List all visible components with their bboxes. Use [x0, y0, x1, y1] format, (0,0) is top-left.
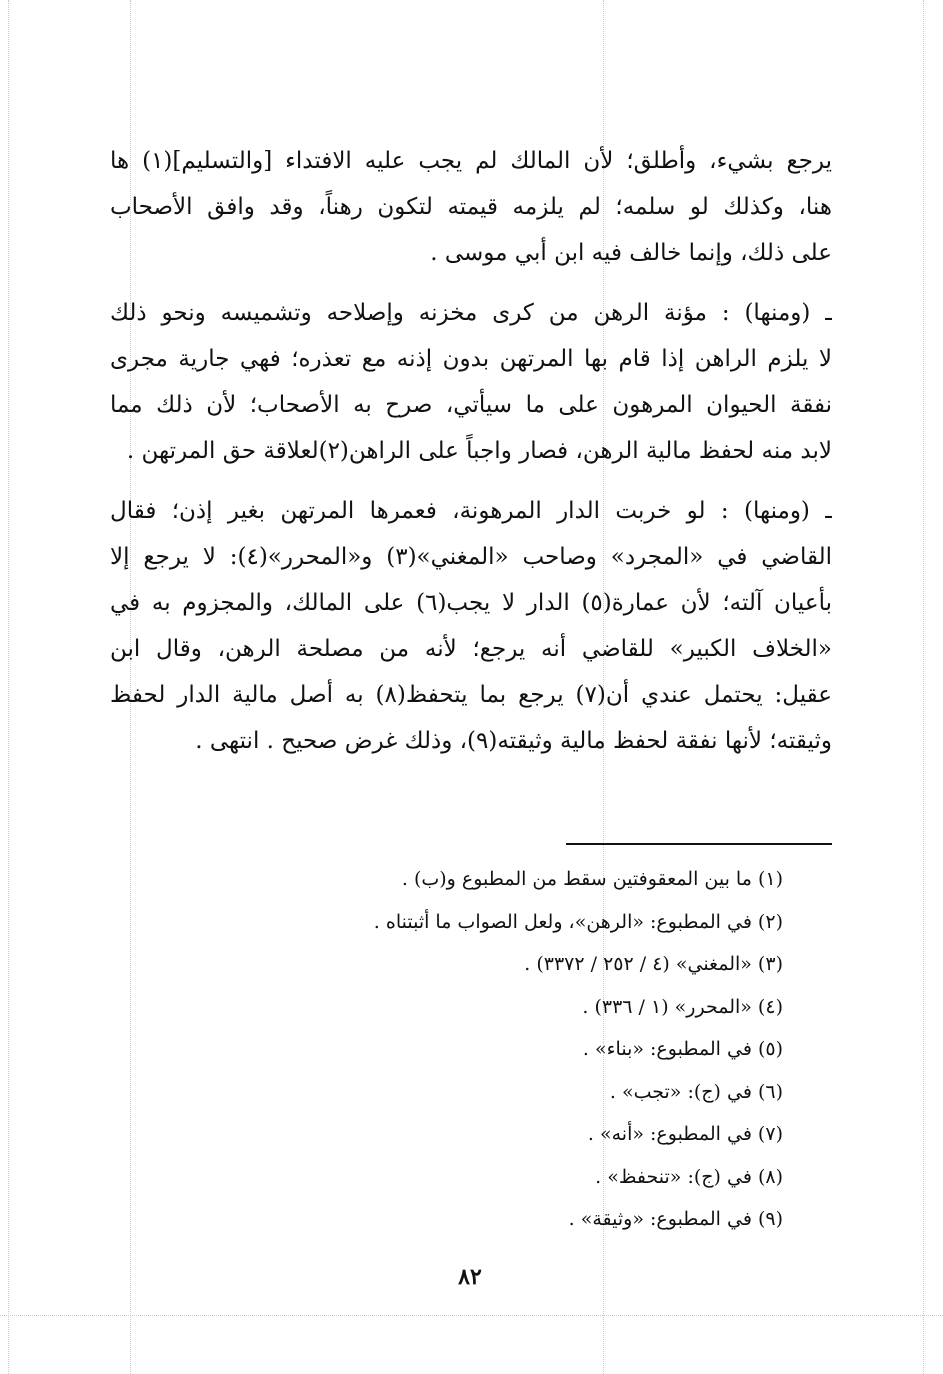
- paragraph-1: [110, 138, 832, 276]
- text-line: القاضي في «المجرد» وصاحب «المغني»(٣) و«المحرر»(٤): لا يرجع إلا: [110, 544, 832, 570]
- text-line: لا يلزم الراهن إذا قام بها المرتهن بدون إذنه مع تعذره؛ فهي جارية مجرى: [110, 346, 832, 372]
- text-line: ـ (ومنها) : لو خربت الدار المرهونة، فعمرها المرتهن بغير إذن؛ فقال: [110, 498, 832, 524]
- paragraph-2: [110, 290, 832, 474]
- footnote: (٢) في المطبوع: «الرهن»، ولعل الصواب ما أثبتناه .: [373, 910, 783, 933]
- text-line: بأعيان آلته؛ لأن عمارة(٥) الدار لا يجب(٦) على المالك، والمجزوم به في: [110, 590, 832, 616]
- text-line: يرجع بشيء، وأطلق؛ لأن المالك لم يجب عليه الافتداء [والتسليم](١) ها: [110, 148, 832, 174]
- text-line: هنا، وكذلك لو سلمه؛ لم يلزمه قيمته لتكون رهناً، وقد وافق الأصحاب: [110, 194, 832, 220]
- text-line: «الخلاف الكبير» للقاضي أنه يرجع؛ لأنه من مصلحة الرهن، وقال ابن: [110, 636, 832, 662]
- text-line: وثيقته؛ لأنها نفقة لحفظ مالية وثيقته(٩)، وذلك غرض صحيح . انتهى .: [195, 728, 832, 754]
- footnote: (٤) «المحرر» (١ / ٣٣٦) .: [582, 995, 783, 1018]
- text-line: على ذلك، وإنما خالف فيه ابن أبي موسى .: [430, 240, 832, 266]
- text-line: عقيل: يحتمل عندي أن(٧) يرجع بما يتحفظ(٨) به أصل مالية الدار لحفظ: [110, 682, 832, 708]
- footnote: (٧) في المطبوع: «أنه» .: [587, 1123, 783, 1145]
- scan-grid-line: [0, 1315, 943, 1316]
- footnote: (٨) في (ج): «تنحفظ» .: [595, 1165, 783, 1188]
- footnote: (٦) في (ج): «تجب» .: [609, 1080, 783, 1103]
- page-number: ٨٢: [458, 1264, 482, 1290]
- scan-grid-line: [8, 0, 9, 1374]
- text-line: نفقة الحيوان المرهون على ما سيأتي، صرح به الأصحاب؛ لأن ذلك مما: [110, 392, 832, 418]
- footnote: (٥) في المطبوع: «بناء» .: [582, 1038, 783, 1060]
- text-line: ـ (ومنها) : مؤنة الرهن من كرى مخزنه وإصلاحه وتشميسه ونحو ذلك: [110, 300, 832, 326]
- scan-grid-line: [923, 0, 924, 1374]
- text-line: لابد منه لحفظ مالية الرهن، فصار واجباً على الراهن(٢)لعلاقة حق المرتهن .: [126, 438, 832, 464]
- footnote: (١) ما بين المعقوفتين سقط من المطبوع و(ب) .: [401, 868, 783, 890]
- main-text: [110, 138, 832, 764]
- footnotes: [163, 858, 783, 1241]
- footnote-separator: [566, 843, 832, 845]
- paragraph-3: [110, 488, 832, 764]
- footnote: (٣) «المغني» (٤ / ٢٥٢ / ٣٣٧٢) .: [524, 953, 783, 975]
- footnote: (٩) في المطبوع: «وثيقة» .: [568, 1208, 783, 1230]
